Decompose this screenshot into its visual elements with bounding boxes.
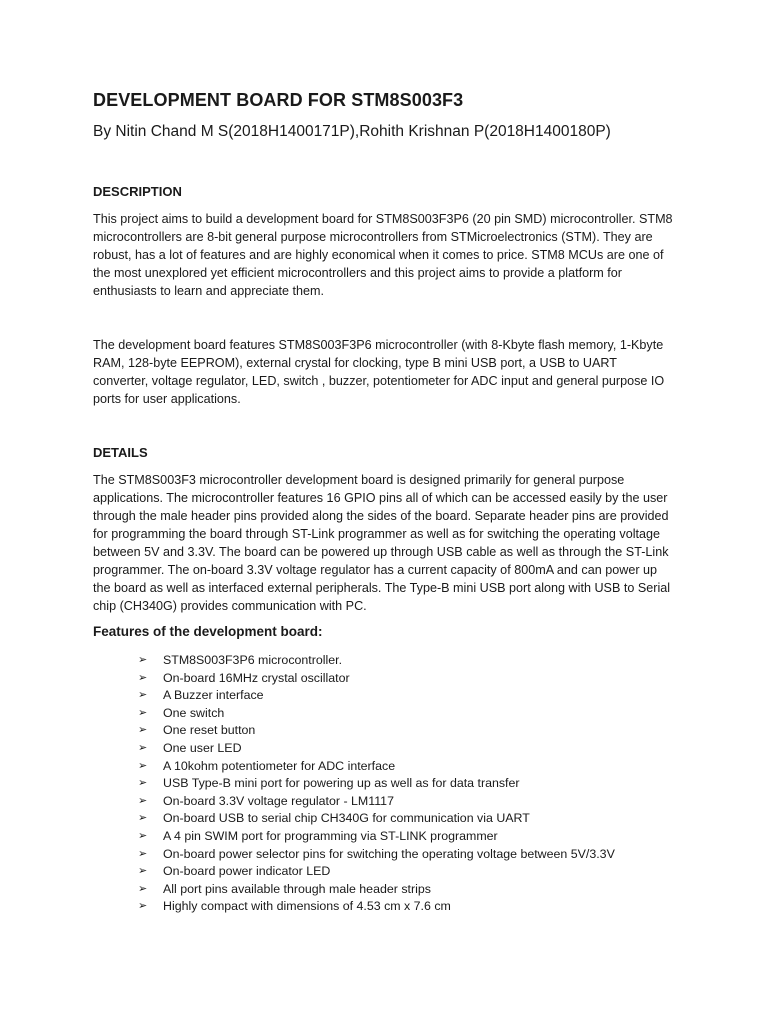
bullet-arrow-icon: ➢ bbox=[138, 777, 148, 790]
feature-text: Highly compact with dimensions of 4.53 cm x 7.6 cm bbox=[163, 899, 451, 914]
features-heading: Features of the development board: bbox=[93, 624, 323, 639]
feature-item bbox=[138, 722, 615, 740]
feature-text: On-board 3.3V voltage regulator - LM1117 bbox=[163, 793, 394, 808]
feature-item bbox=[138, 705, 615, 723]
bullet-arrow-icon: ➢ bbox=[138, 724, 148, 737]
bullet-arrow-icon: ➢ bbox=[138, 794, 148, 807]
features-list bbox=[138, 652, 615, 916]
bullet-arrow-icon: ➢ bbox=[138, 759, 148, 772]
feature-item bbox=[138, 898, 615, 916]
feature-text: On-board power indicator LED bbox=[163, 864, 331, 879]
feature-item bbox=[138, 881, 615, 899]
feature-item bbox=[138, 775, 615, 793]
feature-item bbox=[138, 740, 615, 758]
bullet-arrow-icon: ➢ bbox=[138, 900, 148, 913]
feature-text: On-board USB to serial chip CH340G for communication via UART bbox=[163, 811, 530, 826]
feature-text: On-board power selector pins for switching the operating voltage between 5V/3.3V bbox=[163, 846, 615, 861]
details-paragraph: The STM8S003F3 microcontroller development board is designed primarily for general purpose applications. The microcontroller features 16 GPIO pins all of which can be accessed easily by the user through the male header pins provided along the sides of the board. Separate header pins are provided for programming the board through ST-Link programmer as well as for switching the operating voltage between 5V and 3.3V. The board can be powered up through USB cable as well as through the ST-Link programmer. The on-board 3.3V voltage regulator has a current capacity of 800mA and can power up the board as well as interfaced external peripherals. The Type-B mini USB port along with USB to Serial chip (CH340G) provides communication with PC. bbox=[93, 473, 671, 613]
bullet-arrow-icon: ➢ bbox=[138, 689, 148, 702]
feature-text: One user LED bbox=[163, 740, 242, 755]
feature-item bbox=[138, 810, 615, 828]
description-paragraph-2: The development board features STM8S003F3P6 microcontroller (with 8-Kbyte flash memory, 1-Kbyte RAM, 128-byte EEPROM), external crystal for clocking, type B mini USB port, a USB to UART converter, voltage regulator, LED, switch , buzzer, potentiometer for ADC input and general purpose IO ports for user applications. bbox=[93, 338, 665, 406]
feature-text: All port pins available through male header strips bbox=[163, 881, 431, 896]
bullet-arrow-icon: ➢ bbox=[138, 882, 148, 895]
feature-text: USB Type-B mini port for powering up as well as for data transfer bbox=[163, 776, 520, 791]
bullet-arrow-icon: ➢ bbox=[138, 847, 148, 860]
feature-text: One switch bbox=[163, 705, 225, 720]
feature-item bbox=[138, 652, 615, 670]
feature-text: One reset button bbox=[163, 723, 256, 738]
feature-text: A 4 pin SWIM port for programming via ST-LINK programmer bbox=[163, 828, 498, 843]
feature-item bbox=[138, 687, 615, 705]
feature-text: STM8S003F3P6 microcontroller. bbox=[163, 653, 343, 667]
bullet-arrow-icon: ➢ bbox=[138, 741, 148, 754]
bullet-arrow-icon: ➢ bbox=[138, 654, 148, 666]
feature-item bbox=[138, 758, 615, 776]
feature-item bbox=[138, 863, 615, 881]
feature-text: A Buzzer interface bbox=[163, 688, 264, 703]
bullet-arrow-icon: ➢ bbox=[138, 812, 148, 825]
bullet-arrow-icon: ➢ bbox=[138, 829, 148, 842]
feature-item bbox=[138, 670, 615, 688]
feature-item bbox=[138, 828, 615, 846]
bullet-arrow-icon: ➢ bbox=[138, 671, 148, 684]
feature-text: A 10kohm potentiometer for ADC interface bbox=[163, 758, 396, 773]
description-heading: DESCRIPTION bbox=[93, 184, 182, 199]
details-heading: DETAILS bbox=[93, 445, 148, 460]
feature-item bbox=[138, 846, 615, 864]
feature-item bbox=[138, 793, 615, 811]
feature-text: On-board 16MHz crystal oscillator bbox=[163, 670, 350, 685]
bullet-arrow-icon: ➢ bbox=[138, 865, 148, 878]
description-paragraph-1: This project aims to build a development board for STM8S003F3P6 (20 pin SMD) microcontroller. STM8 microcontrollers are 8-bit general purpose microcontrollers from STMicroelectronics (STM). They are robust, has a lot of features and are highly economical when it comes to price. STM8 MCUs are one of the most unexplored yet efficient microcontrollers and this project aims to provide a platform for enthusiasts to learn and appreciate them. bbox=[93, 212, 673, 298]
bullet-arrow-icon: ➢ bbox=[138, 706, 148, 719]
document-title: DEVELOPMENT BOARD FOR STM8S003F3 bbox=[93, 90, 464, 110]
document-authors: By Nitin Chand M S(2018H1400171P),Rohith Krishnan P(2018H1400180P) bbox=[93, 123, 611, 140]
